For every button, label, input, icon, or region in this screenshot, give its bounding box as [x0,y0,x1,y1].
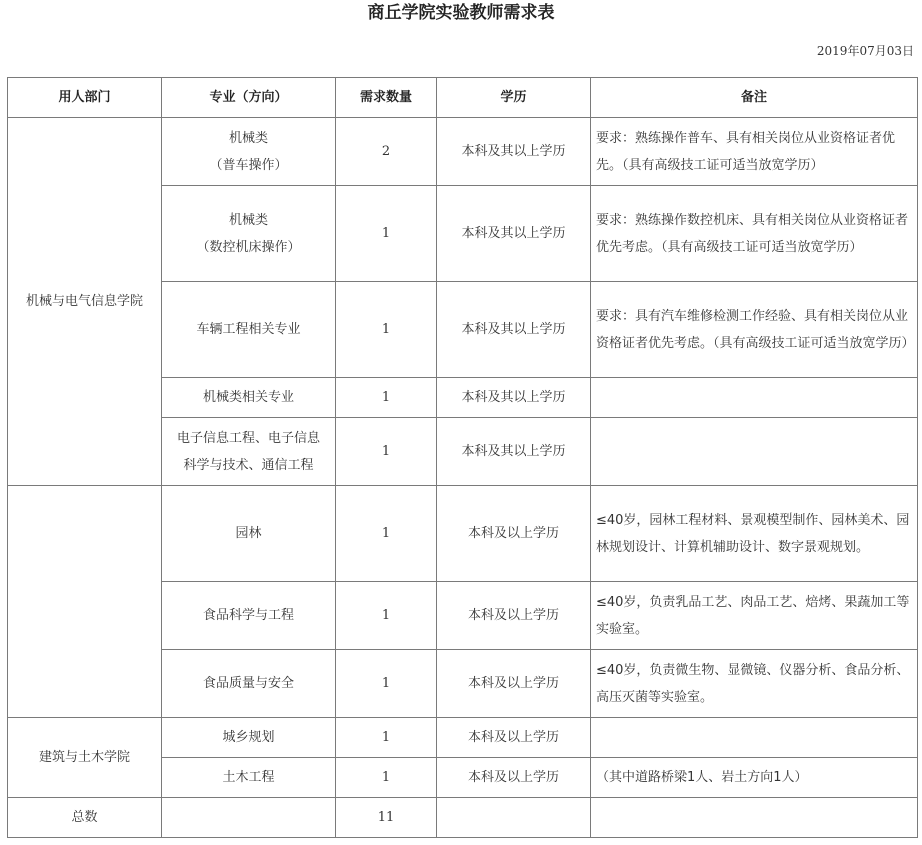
header-note: 备注 [591,78,918,118]
header-degree: 学历 [437,78,591,118]
count-cell: 1 [336,418,437,486]
requirements-table [7,77,918,838]
total-label: 总数 [8,798,162,838]
page-title: 商丘学院实验教师需求表 [367,3,555,23]
major-cell: 电子信息工程、电子信息 科学与技术、通信工程 [162,418,336,486]
degree-cell: 本科及以上学历 [437,758,591,798]
table-row [8,486,918,582]
header-dept: 用人部门 [8,78,162,118]
count-cell: 1 [336,718,437,758]
table-row [8,718,918,758]
major-cell: 食品质量与安全 [162,650,336,718]
count-cell: 1 [336,758,437,798]
total-count: 11 [336,798,437,838]
degree-cell: 本科及以上学历 [437,650,591,718]
degree-cell: 本科及以上学历 [437,718,591,758]
degree-cell: 本科及其以上学历 [437,186,591,282]
header-major: 专业（方向） [162,78,336,118]
note-cell [591,718,918,758]
major-cell: 城乡规划 [162,718,336,758]
note-cell: （其中道路桥梁1人、岩土方向1人） [591,758,918,798]
degree-cell: 本科及其以上学历 [437,418,591,486]
dept-cell-mech: 机械与电气信息学院 [8,118,162,486]
major-cell: 园林 [162,486,336,582]
note-cell: ≤40岁，园林工程材料、景观模型制作、园林美术、园林规划设计、计算机辅助设计、数字景观规划。 [591,486,918,582]
note-cell: 要求：熟练操作数控机床、具有相关岗位从业资格证者优先考虑。（具有高级技工证可适当放宽学历） [591,186,918,282]
note-cell: 要求：熟练操作普车、具有相关岗位从业资格证者优先。（具有高级技工证可适当放宽学历） [591,118,918,186]
degree-cell: 本科及其以上学历 [437,378,591,418]
dept-cell-arch: 建筑与土木学院 [8,718,162,798]
empty-cell [591,798,918,838]
major-cell: 食品科学与工程 [162,582,336,650]
note-cell [591,378,918,418]
header-row [8,78,918,118]
table-row [8,118,918,186]
total-row [8,798,918,838]
publish-date: 2019年07月03日 [816,44,914,58]
empty-cell [162,798,336,838]
dept-cell-agri [8,486,162,718]
header-count: 需求数量 [336,78,437,118]
count-cell: 1 [336,582,437,650]
count-cell: 2 [336,118,437,186]
degree-cell: 本科及其以上学历 [437,118,591,186]
count-cell: 1 [336,378,437,418]
major-cell: 机械类 （普车操作） [162,118,336,186]
note-cell: 要求：具有汽车维修检测工作经验、具有相关岗位从业资格证者优先考虑。（具有高级技工证可适当放宽学历） [591,282,918,378]
empty-cell [437,798,591,838]
major-cell: 车辆工程相关专业 [162,282,336,378]
major-cell: 机械类相关专业 [162,378,336,418]
count-cell: 1 [336,650,437,718]
major-cell: 机械类 （数控机床操作） [162,186,336,282]
degree-cell: 本科及以上学历 [437,582,591,650]
note-cell: ≤40岁，负责微生物、显微镜、仪器分析、食品分析、高压灭菌等实验室。 [591,650,918,718]
degree-cell: 本科及以上学历 [437,486,591,582]
count-cell: 1 [336,282,437,378]
count-cell: 1 [336,486,437,582]
note-cell: ≤40岁，负责乳品工艺、肉品工艺、焙烤、果蔬加工等实验室。 [591,582,918,650]
degree-cell: 本科及其以上学历 [437,282,591,378]
note-cell [591,418,918,486]
major-cell: 土木工程 [162,758,336,798]
count-cell: 1 [336,186,437,282]
